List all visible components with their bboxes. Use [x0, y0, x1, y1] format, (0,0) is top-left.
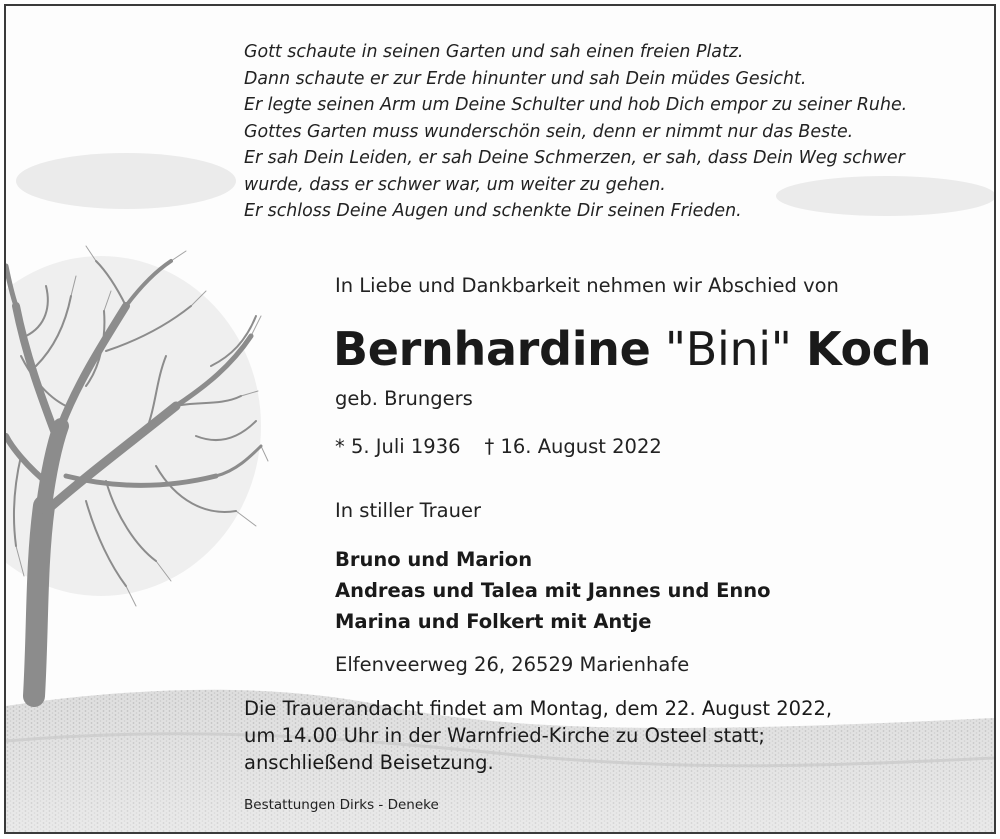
relative-entry: Marina und Folkert mit Antje — [335, 610, 652, 633]
relatives-list — [335, 544, 771, 637]
poem-line: Er schloss Deine Augen und schenkte Dir seinen Frieden. — [244, 201, 742, 221]
service-line: Die Trauerandacht findet am Montag, dem 22. August 2022, — [244, 697, 833, 720]
family-address: Elfenveerweg 26, 26529 Marienhafe — [335, 653, 690, 676]
mourning-label: In stiller Trauer — [335, 499, 481, 522]
poem-line: Dann schaute er zur Erde hinunter und sah Dein müdes Gesicht. — [244, 68, 807, 89]
death-date: † 16. August 2022 — [484, 435, 662, 458]
first-name: Bernhardine — [333, 322, 651, 376]
service-info — [244, 695, 832, 776]
service-line: anschließend Beisetzung. — [244, 751, 494, 774]
poem-line: Gottes Garten muss wunderschön sein, denn er nimmt nur das Beste. — [244, 121, 854, 142]
nickname: "Bini" — [664, 322, 792, 376]
obituary-card — [4, 4, 996, 834]
birth-name: geb. Brungers — [335, 387, 473, 410]
poem-line: Gott schaute in seinen Garten und sah einen freien Platz. — [244, 42, 744, 62]
deceased-name — [333, 322, 931, 376]
relative-entry: Bruno und Marion — [335, 548, 533, 571]
last-name: Koch — [805, 322, 932, 376]
service-line: um 14.00 Uhr in der Warnfried-Kirche zu Osteel statt; — [244, 724, 765, 747]
life-dates — [335, 435, 662, 458]
poem-line: wurde, dass er schwer war, um weiter zu gehen. — [244, 174, 666, 195]
relative-entry: Andreas und Talea mit Jannes und Enno — [335, 579, 771, 602]
poem-line: Er sah Dein Leiden, er sah Deine Schmerzen, er sah, dass Dein Weg schwer — [244, 148, 905, 168]
poem-line: Er legte seinen Arm um Deine Schulter und hob Dich empor zu seiner Ruhe. — [244, 95, 908, 115]
poem — [244, 39, 964, 225]
birth-date: * 5. Juli 1936 — [335, 435, 461, 458]
undertaker-credit: Bestattungen Dirks - Deneke — [244, 797, 439, 813]
notice-content — [6, 6, 994, 832]
farewell-intro: In Liebe und Dankbarkeit nehmen wir Abschied von — [335, 274, 839, 297]
